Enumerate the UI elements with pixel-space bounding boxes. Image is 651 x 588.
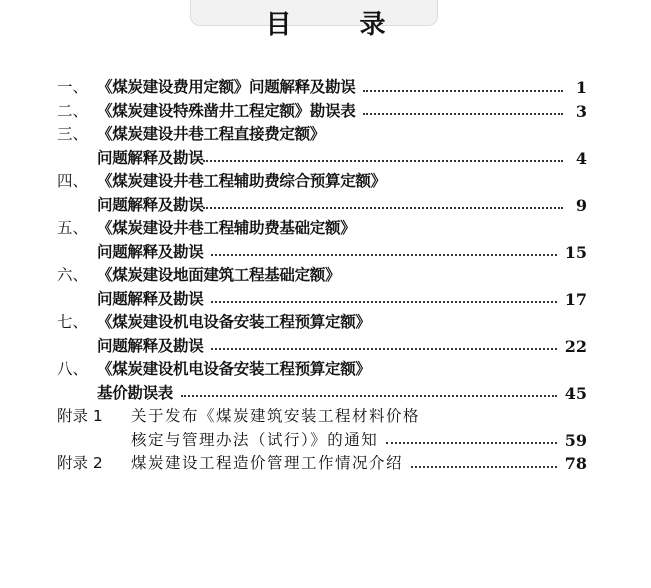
entry-subtitle: 问题解释及勘误: [97, 148, 204, 167]
toc-entry-4[interactable]: [57, 170, 587, 194]
toc-entry-3[interactable]: [57, 123, 587, 147]
entry-number: 四、: [57, 172, 89, 190]
entry-title: 《煤炭建设井巷工程直接费定额》: [97, 125, 326, 143]
entry-title: 《煤炭建设特殊凿井工程定额》勘误表: [97, 101, 356, 120]
toc-entry-4-cont[interactable]: [57, 194, 587, 218]
table-of-contents: [57, 76, 587, 476]
toc-appendix-1[interactable]: [57, 405, 587, 429]
toc-entry-2[interactable]: [57, 100, 587, 124]
appendix-number: 附录 2: [57, 454, 103, 472]
entry-number: 二、: [57, 101, 89, 120]
entry-page: 1: [575, 78, 587, 97]
title-char-1: 目: [265, 10, 292, 40]
toc-entry-8-cont[interactable]: [57, 382, 587, 406]
entry-subtitle: 问题解释及勘误: [97, 289, 204, 308]
dot-leader: [363, 113, 563, 115]
entry-title: 《煤炭建设机电设备安装工程预算定额》: [97, 313, 371, 331]
toc-appendix-2[interactable]: [57, 452, 587, 476]
appendix-number: 附录 1: [57, 407, 103, 425]
toc-entry-5-cont[interactable]: [57, 241, 587, 265]
dot-leader: [181, 395, 557, 397]
dot-leader: [386, 442, 556, 444]
entry-subtitle: 基价勘误表: [97, 383, 174, 402]
entry-page: 22: [564, 336, 587, 356]
entry-number: 一、: [57, 78, 89, 96]
entry-subtitle: 问题解释及勘误: [97, 336, 204, 355]
entry-title: 《煤炭建设井巷工程辅助费综合预算定额》: [97, 172, 386, 190]
toc-entry-8[interactable]: [57, 358, 587, 382]
dot-leader: [203, 160, 563, 162]
toc-entry-7[interactable]: [57, 311, 587, 335]
entry-page: 45: [564, 383, 587, 403]
toc-entry-1[interactable]: [57, 76, 587, 100]
dot-leader: [411, 466, 557, 468]
entry-page: 4: [575, 148, 587, 168]
entry-subtitle: 问题解释及勘误: [97, 195, 204, 214]
entry-title: 《煤炭建设机电设备安装工程预算定额》: [97, 360, 371, 378]
toc-entry-3-cont[interactable]: [57, 147, 587, 171]
dot-leader: [211, 348, 556, 350]
appendix-page: 59: [564, 430, 587, 450]
entry-title: 《煤炭建设井巷工程辅助费基础定额》: [97, 219, 356, 237]
entry-number: 五、: [57, 219, 89, 237]
title-char-2: 录: [359, 10, 386, 40]
entry-number: 八、: [57, 360, 89, 378]
dot-leader: [211, 254, 556, 256]
appendix-title: 煤炭建设工程造价管理工作情况介绍: [131, 454, 404, 472]
dot-leader: [363, 90, 563, 92]
toc-entry-7-cont[interactable]: [57, 335, 587, 359]
entry-page: 17: [564, 289, 587, 309]
entry-page: 9: [575, 195, 587, 215]
entry-subtitle: 问题解释及勘误: [97, 242, 204, 261]
appendix-subtitle: 核定与管理办法（试行）》的通知: [131, 430, 379, 449]
toc-entry-5[interactable]: [57, 217, 587, 241]
dot-leader: [211, 301, 556, 303]
entry-page: 15: [564, 242, 587, 262]
toc-entry-6[interactable]: [57, 264, 587, 288]
entry-title: 《煤炭建设地面建筑工程基础定额》: [97, 266, 341, 284]
entry-number: 三、: [57, 125, 89, 143]
dot-leader: [203, 207, 563, 209]
entry-number: 六、: [57, 266, 89, 284]
entry-number: 七、: [57, 313, 89, 331]
toc-appendix-1-cont[interactable]: [57, 429, 587, 453]
entry-title: 《煤炭建设费用定额》问题解释及勘误: [97, 78, 356, 96]
page-title: [0, 8, 651, 42]
appendix-title: 关于发布《煤炭建筑安装工程材料价格: [131, 407, 421, 425]
entry-page: 3: [575, 101, 587, 121]
toc-entry-6-cont[interactable]: [57, 288, 587, 312]
appendix-page: 78: [564, 454, 587, 473]
